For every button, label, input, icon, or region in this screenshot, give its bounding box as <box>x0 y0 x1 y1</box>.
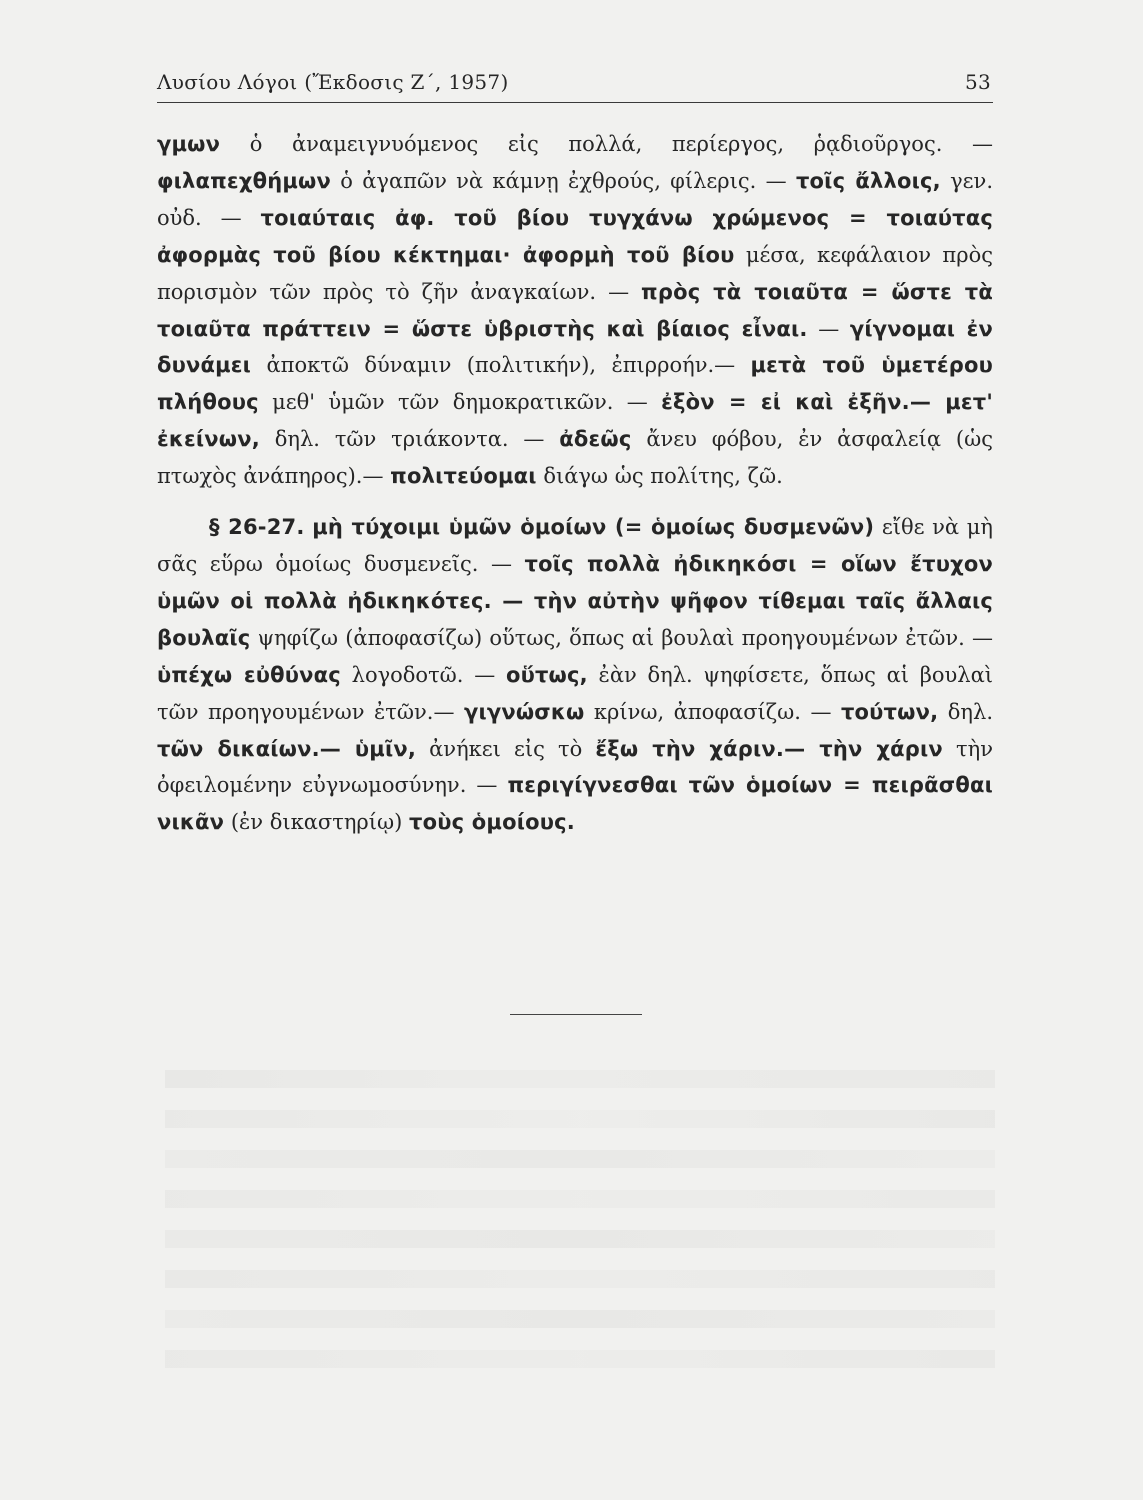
lemma: φιλαπεχθήμων <box>157 168 331 193</box>
gloss: ὁ ἀναμειγνυόμενος εἰς πολλά, περίεργος, ῥᾳδιοῦργος. — <box>220 132 993 156</box>
gloss: δηλ. <box>938 699 993 724</box>
lemma: ἐξὸν = εἰ καὶ ἐξῆν.— μετ' ἐκείνων, <box>157 390 993 452</box>
bleed-line <box>165 1070 995 1088</box>
bleed-line <box>165 1270 995 1288</box>
lemma: οὕτως, <box>505 662 588 687</box>
lemma: μὴ τύχοιμι ὑμῶν ὁμοίων (= ὁμοίως δυσμενῶν) <box>312 515 875 540</box>
gloss: μέσα, κεφάλαιον πρὸς πορισμὸν τῶν πρὸς τὸ ζῆν ἀναγκαίων. — <box>157 242 993 304</box>
lemma: τοὺς ὁμοίους. <box>409 810 575 835</box>
bleed-line <box>165 1110 995 1128</box>
lemma: τούτων, <box>840 699 939 724</box>
lemma: ὑπέχω εὐθύνας <box>157 662 341 687</box>
gloss: λογοδοτῶ. — <box>340 662 506 687</box>
gloss: εἴθε νὰ μὴ σᾶς εὕρω ὁμοίως δυσμενεῖς. — <box>157 515 993 576</box>
page-number: 53 <box>964 70 991 94</box>
bleed-line <box>165 1230 995 1248</box>
gloss: — <box>807 316 850 341</box>
gloss: γεν. οὐδ. — <box>157 168 993 230</box>
running-header <box>157 68 993 103</box>
commentary-paragraph-2 <box>157 509 993 841</box>
lemma: ἀδεῶς <box>559 427 632 452</box>
gloss: διάγω ὡς πολίτης, ζῶ. <box>536 464 783 489</box>
lemma: περιγίγνεσθαι τῶν ὁμοίων = πειρᾶσθαι νικᾶν <box>157 773 993 835</box>
bleed-line <box>165 1350 995 1368</box>
lemma: τοιαύταις ἀφ. τοῦ βίου τυγχάνω χρώμενος = τοιαύτας ἀφορμὰς τοῦ βίου κέκτημαι· ἀφορμὴ τοῦ βίου <box>157 205 994 267</box>
gloss: ψηφίζω (ἀποφασίζω) οὕτως, ὅπως αἱ βουλαὶ προηγουμένων ἐτῶν. — <box>250 625 993 650</box>
gloss: ἀνήκει εἰς τὸ <box>416 736 596 761</box>
lemma: πολιτεύομαι <box>390 464 537 489</box>
gloss: μεθ' ὑμῶν τῶν δημοκρατικῶν. — <box>258 390 662 415</box>
lemma: γμων <box>157 132 221 156</box>
gloss: ἄνευ φόβου, ἐν ἀσφαλείᾳ (ὡς πτωχὸς ἀνάπηρος).— <box>157 427 993 489</box>
lemma: τοῖς πολλὰ ἠδικηκόσι = οἵων ἔτυχον ὑμῶν οἱ πολλὰ ἠδικηκότες. — τὴν αὐτὴν ψῆφον τίθεμαι ταῖς ἄλλαις βουλαῖς <box>157 551 993 650</box>
lemma: μετὰ τοῦ ὑμετέρου πλήθους <box>157 353 993 415</box>
gloss: ὁ ἀγαπῶν νὰ κάμνῃ ἐχθρούς, φίλερις. — <box>330 168 796 193</box>
lemma: γιγνώσκω <box>463 699 585 724</box>
gloss: (ἐν δικαστηρίῳ) <box>224 810 410 835</box>
gloss: τὴν ὀφειλομένην εὐγνωμοσύνην. — <box>157 736 994 798</box>
bleed-line <box>165 1310 995 1328</box>
lemma: τῶν δικαίων.— ὑμῖν, <box>157 736 417 761</box>
lemma: γίγνομαι ἐν δυνάμει <box>157 316 993 378</box>
gloss: ἀποκτῶ δύναμιν (πολιτικήν), ἐπιρροήν.— <box>251 353 751 378</box>
section-number: § 26-27. <box>209 515 305 540</box>
gloss: κρίνω, ἀποφασίζω. — <box>584 699 841 724</box>
bleed-line <box>165 1190 995 1208</box>
bleed-line <box>165 1150 995 1168</box>
lemma: πρὸς τὰ τοιαῦτα = ὥστε τὰ τοιαῦτα πράττειν = ὥστε ὑβριστὴς καὶ βίαιος εἶναι. <box>157 279 993 341</box>
gloss: ἐὰν δηλ. ψηφίσετε, ὅπως αἱ βουλαὶ τῶν προηγουμένων ἐτῶν.— <box>157 662 993 724</box>
book-title: Λυσίου Λόγοι (Ἔκδοσις Ζ΄, 1957) <box>157 70 509 94</box>
lemma: τοῖς ἄλλοις, <box>795 168 941 193</box>
commentary-text <box>157 126 993 841</box>
lemma: ἔξω τὴν χάριν.— τὴν χάριν <box>595 736 943 761</box>
gloss: δηλ. τῶν τριάκοντα. — <box>259 427 560 452</box>
commentary-paragraph-1 <box>157 126 993 495</box>
end-rule <box>510 1014 642 1015</box>
